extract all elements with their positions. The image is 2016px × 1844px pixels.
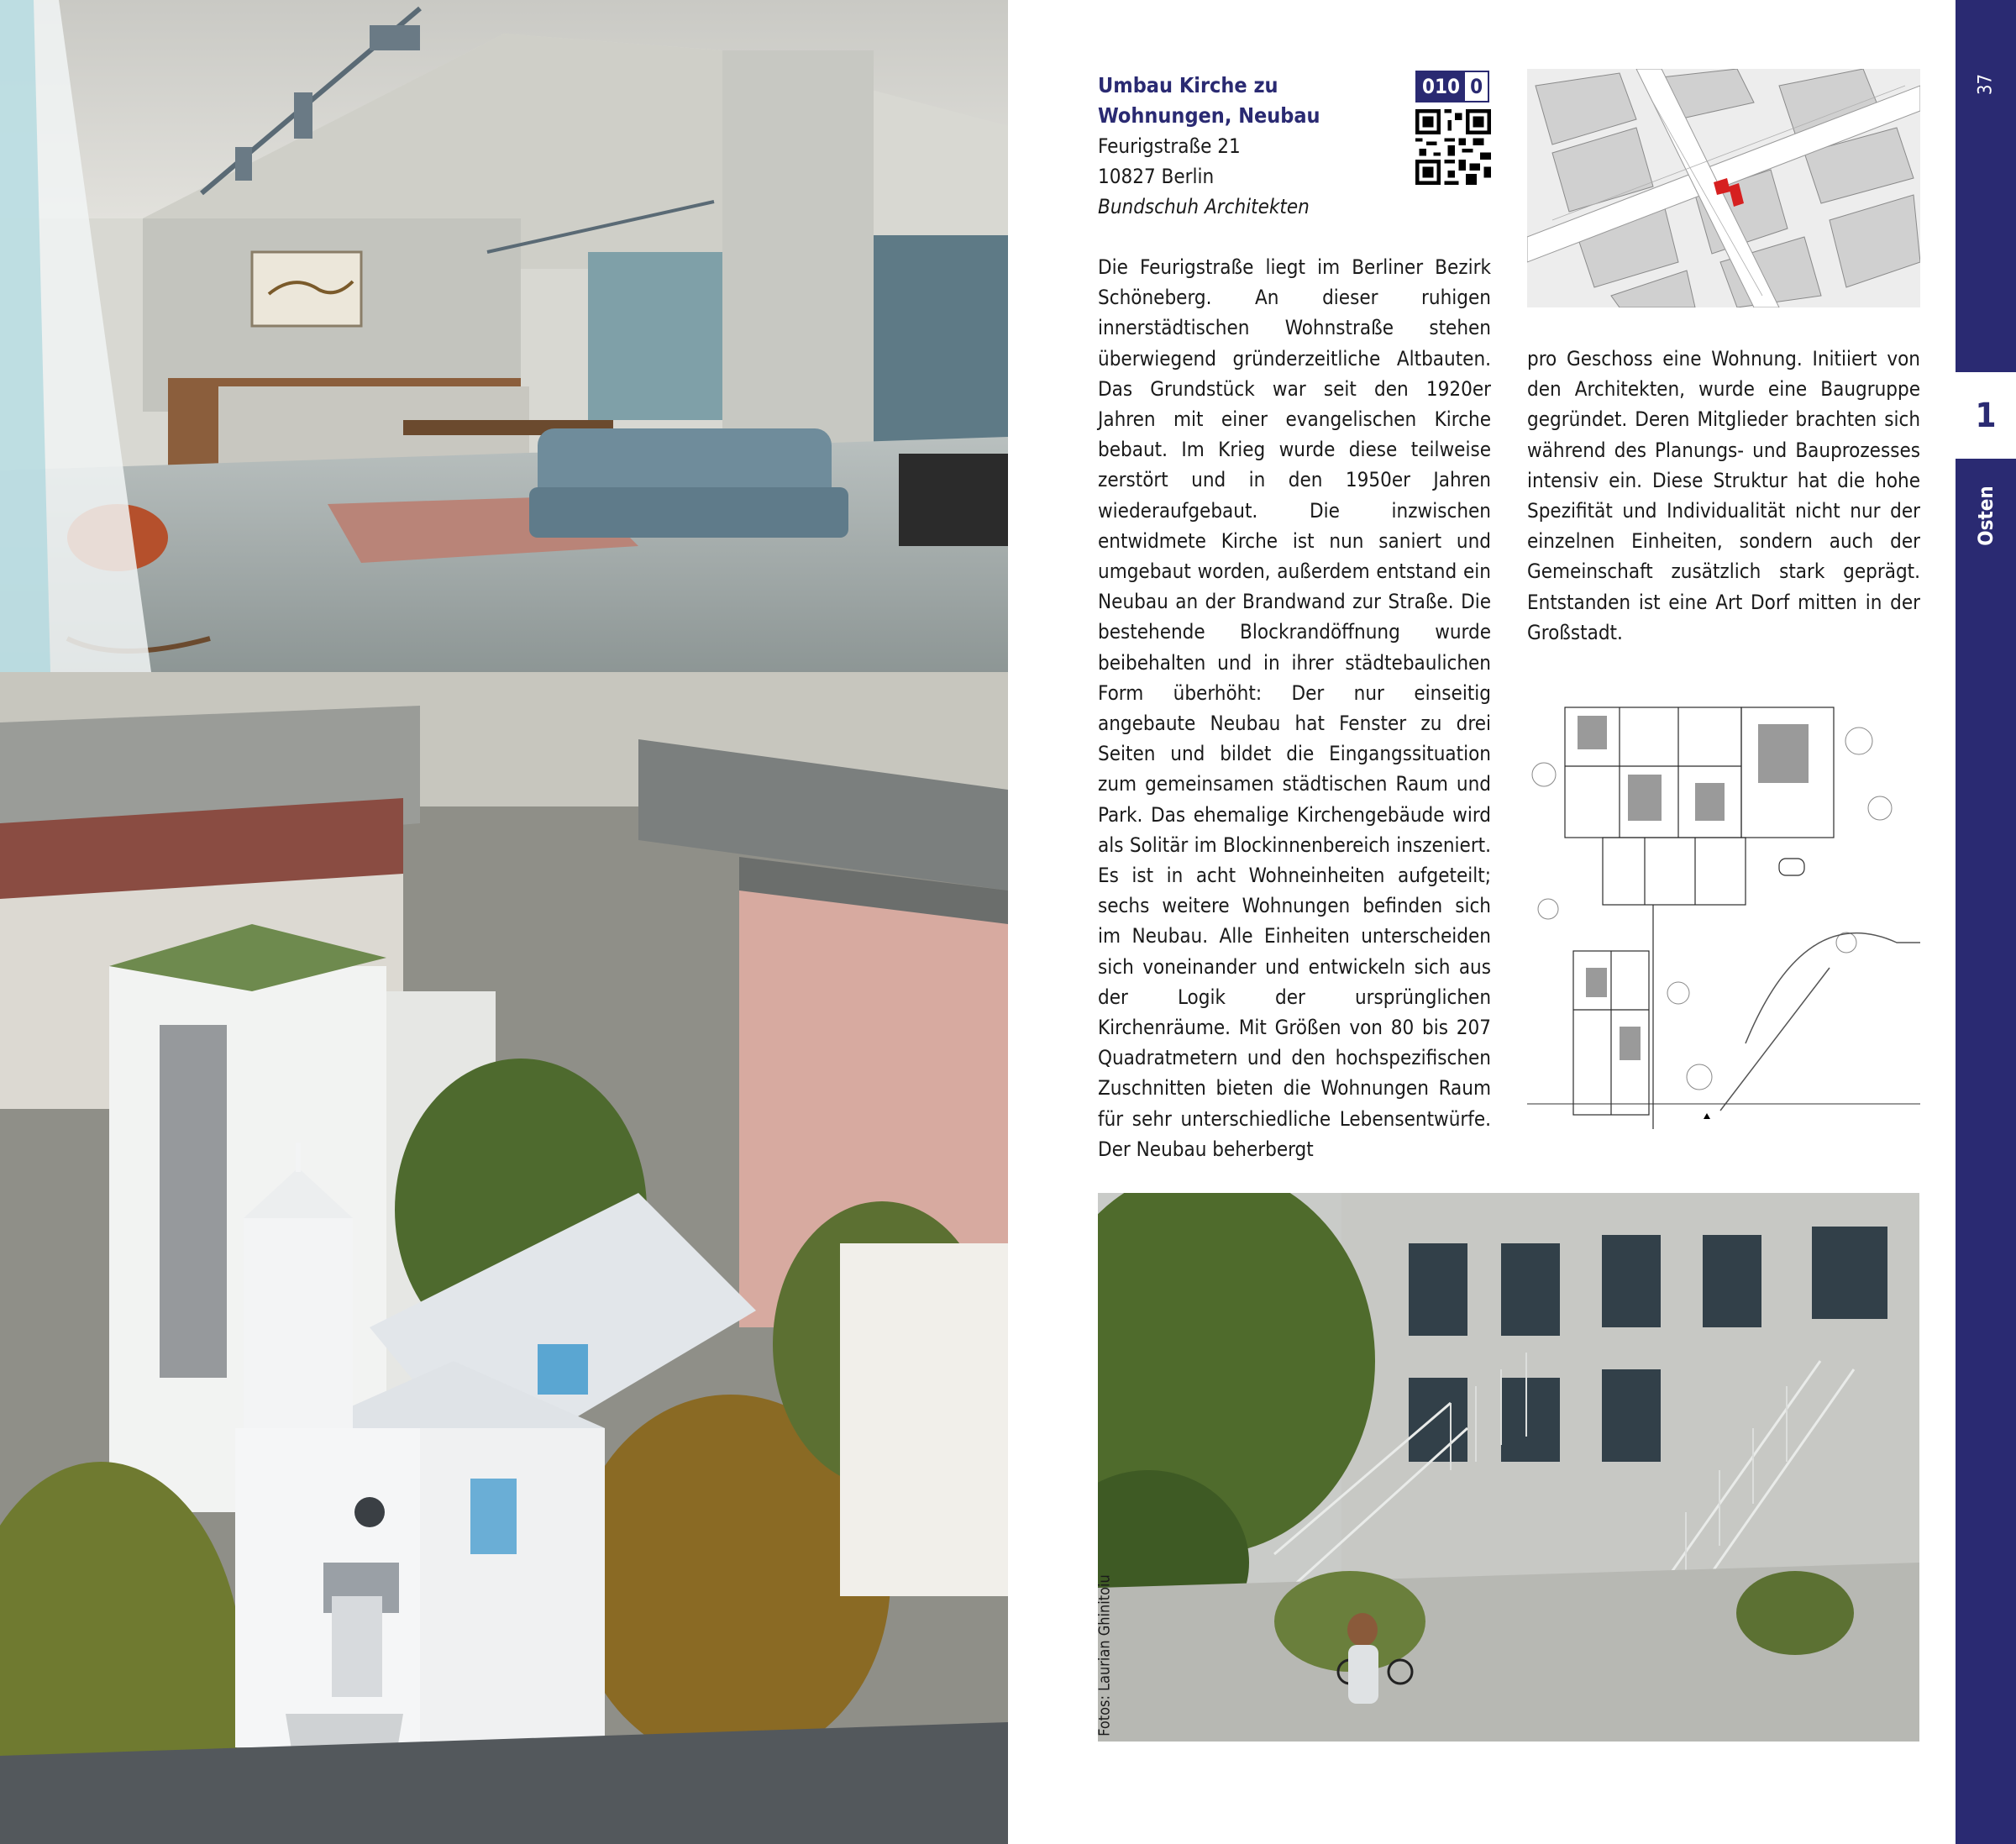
entry-title: Umbau Kirche zu Wohnungen, Neubau	[1098, 73, 1320, 128]
site-map	[1527, 69, 1920, 307]
interior-photo	[0, 0, 1008, 672]
chapter-sidebar	[1956, 0, 2016, 1844]
qr-code[interactable]	[1415, 109, 1491, 185]
photo-credit: Fotos: Laurian Ghinitoiu	[1095, 1574, 1114, 1736]
address-street: Feurigstraße 21	[1098, 134, 1241, 158]
courtyard-photo	[1095, 1193, 1919, 1742]
page-number: 37	[1975, 73, 1997, 96]
floor-plan	[1527, 691, 1920, 1129]
address-block	[1098, 131, 1241, 192]
entry-badge	[1415, 71, 1489, 102]
chapter-number-tab[interactable]: 1	[1956, 372, 2016, 459]
architect-name: Bundschuh Architekten	[1098, 195, 1310, 218]
body-text-column-2	[1527, 344, 1920, 648]
body-paragraph-1: Die Feurigstraße liegt im Berliner Bezirk Schöneberg. An dieser ruhigen innerstädtischen Wohnstraße stehen überwiegend gründerzeitliche Altbauten. Das Grundstück war seit den 1920er Jahren mit einer evangelischen Kirche bebaut. Im Krieg wurde diese teilweise zerstört und in den 1950er Jahren wiederaufgebaut. Die inzwischen entwidmete Kirche ist nun saniert und umgebaut worden, außerdem entstand ein Neubau an der Brandwand zur Straße. Die bestehende Blockrandöffnung wurde beibehalten und in ihrer städtebaulichen Form überhöht: Der nur einseitig angebaute Neubau hat Fenster zu drei Seiten und bildet die Eingangssituation zum gemeinsamen städtischen Raum und Park. Das ehemalige Kirchengebäude wird als Solitär im Blockinnenbereich inszeniert. Es ist in acht Wohneinheiten aufgeteilt; sechs weitere Wohnungen befinden sich im Neubau. Alle Einheiten unterscheiden sich voneinander und entwickeln sich aus der Logik der ursprünglichen Kirchenräume. Mit Größen von 80 bis 207 Quadratmetern und den hochspezifischen Zuschnitten bieten die Wohnungen Raum für sehr unterschiedliche Lebensentwürfe. Der Neubau beherbergt	[1098, 255, 1491, 1161]
entry-variant: 0	[1465, 72, 1488, 101]
entry-number: 010	[1417, 72, 1465, 101]
body-text-column-1	[1098, 252, 1491, 1164]
section-label: Osten	[1974, 486, 1998, 546]
body-paragraph-2: pro Geschoss eine Wohnung. Initiiert von den Architekten, wurde eine Baugruppe gegründet. Deren Mitglieder brachten sich während des Planungs- und Bauprozesses intensiv ein. Diese Struktur hat die hohe Spezifität und Individualität nicht nur der einzelnen Einheiten, sondern auch der Gemeinschaft zusätzlich stark geprägt. Entstanden ist eine Art Dorf mitten in der Großstadt.	[1527, 347, 1920, 644]
aerial-photo	[0, 672, 1008, 1844]
address-city: 10827 Berlin	[1098, 165, 1215, 188]
